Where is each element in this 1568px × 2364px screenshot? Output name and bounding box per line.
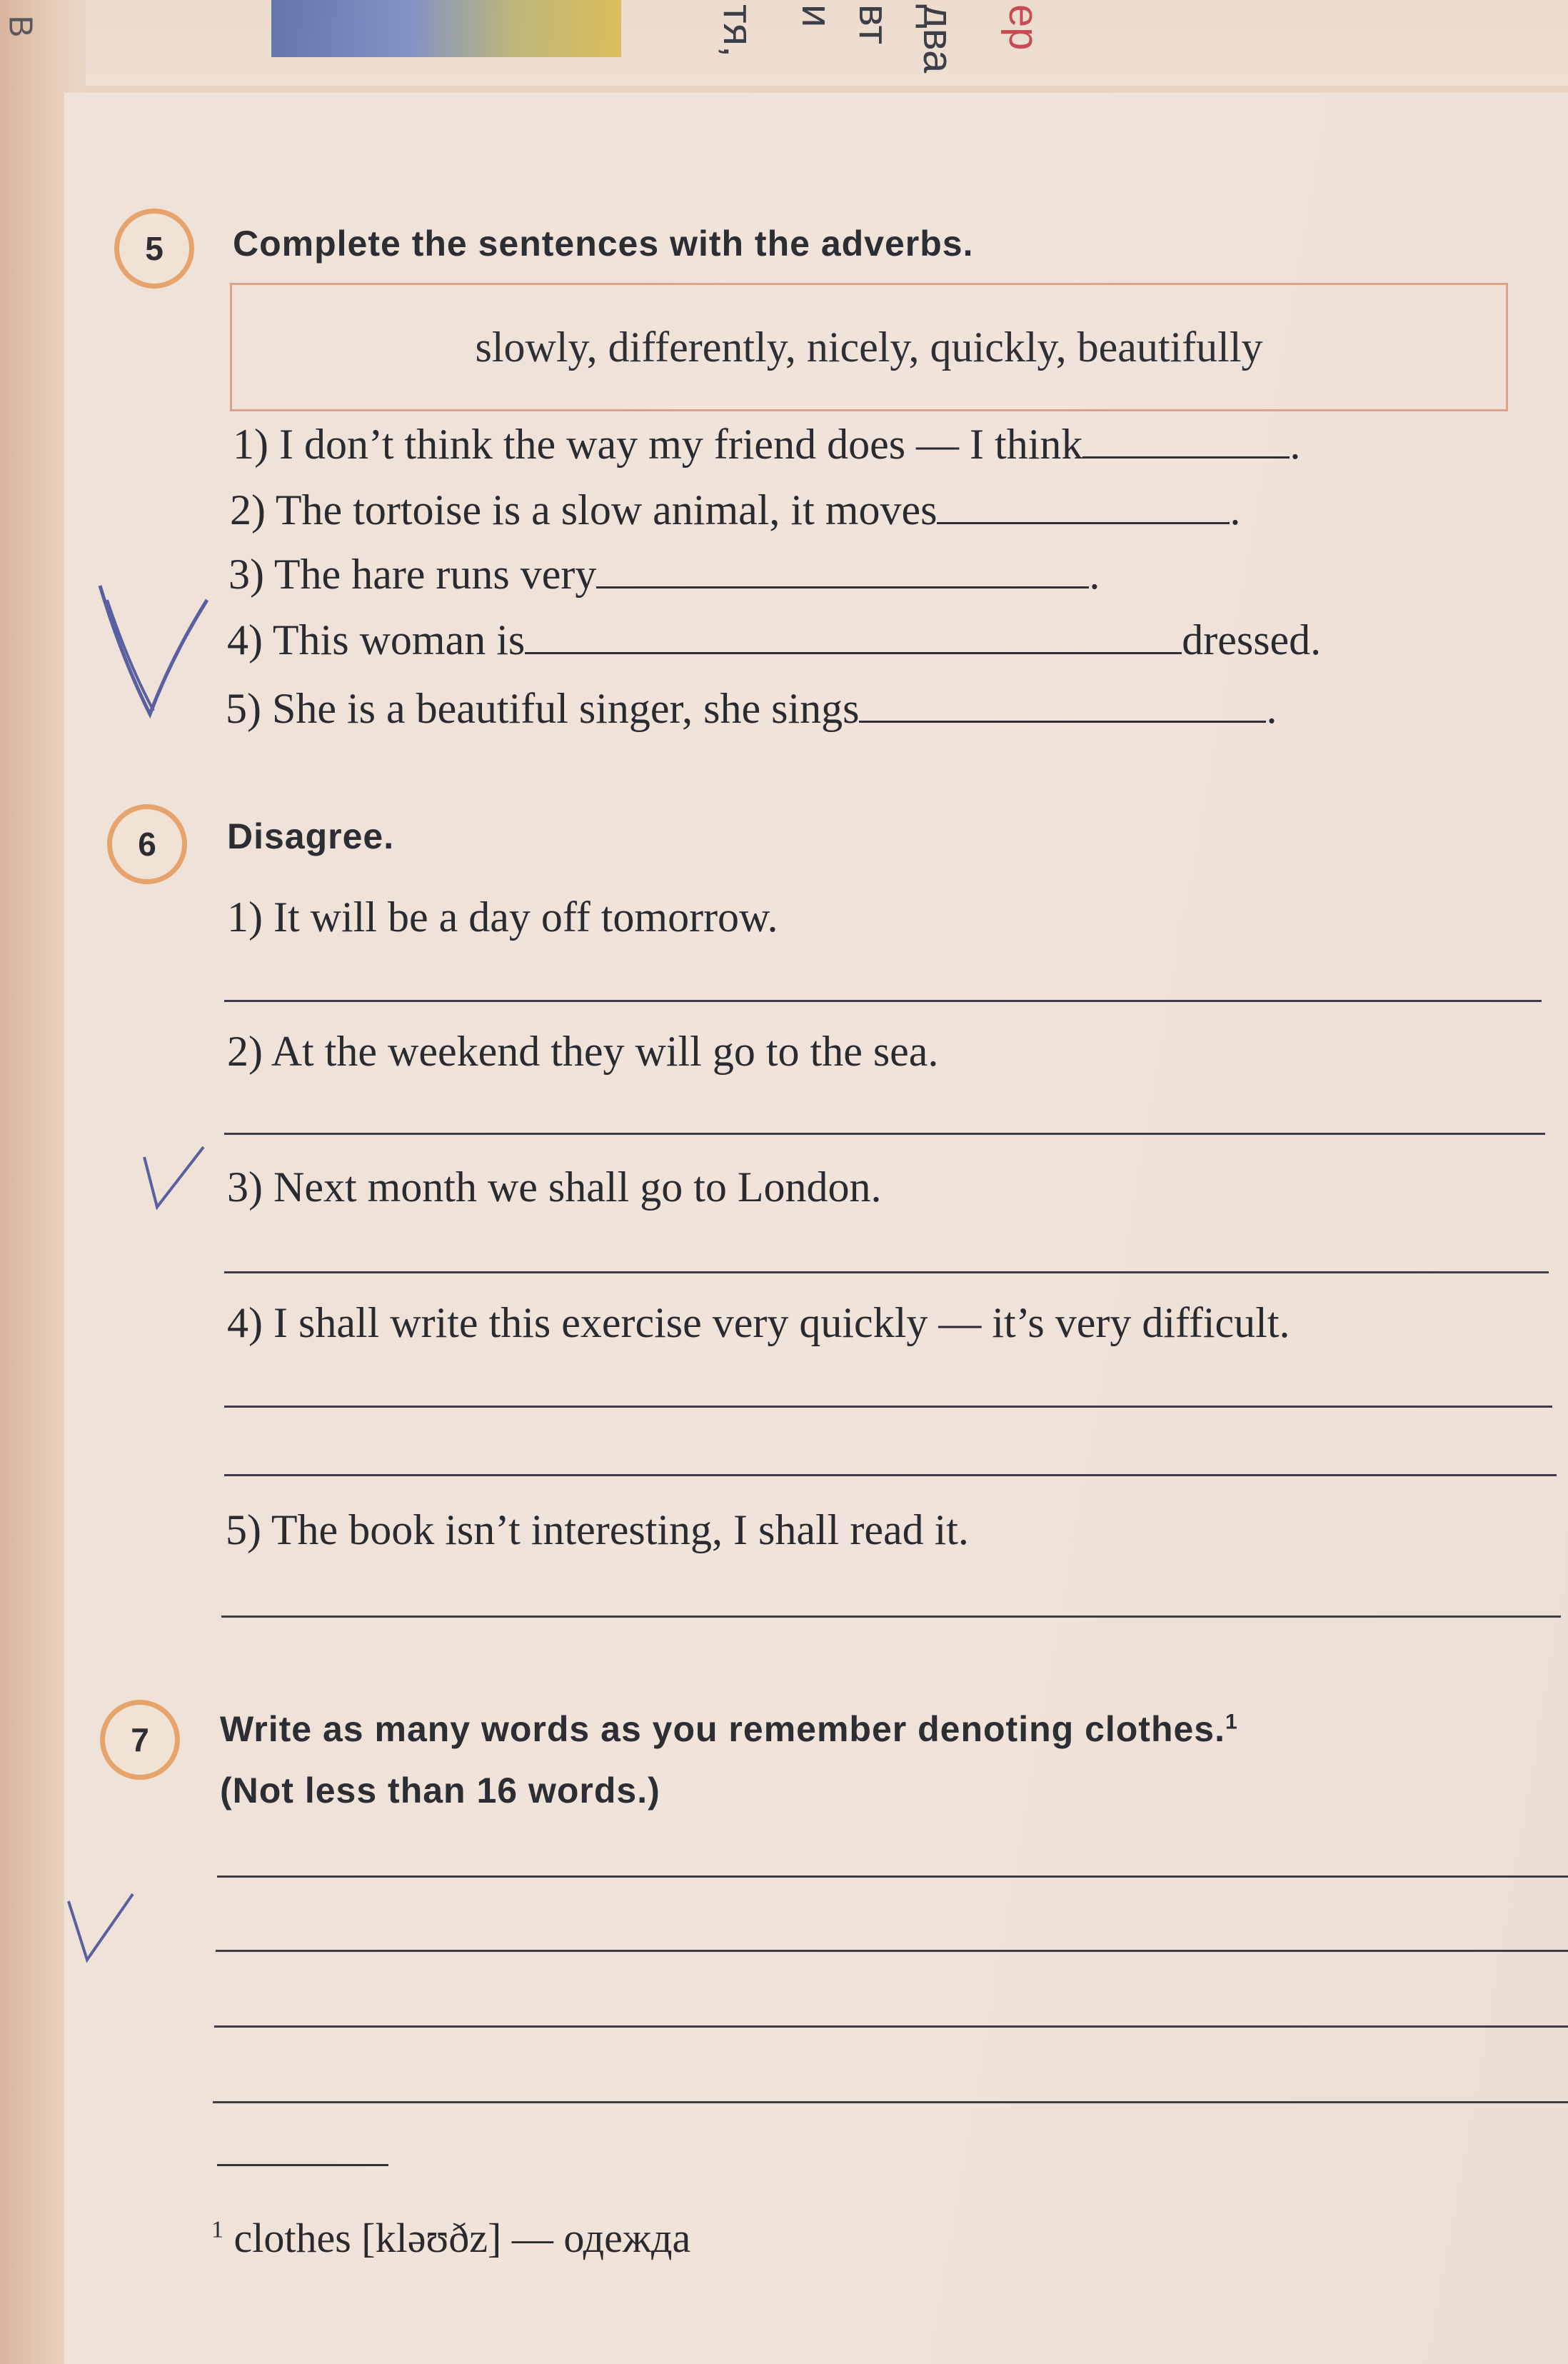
exercise-7-subheading: (Not less than 16 words.) <box>220 1771 660 1810</box>
item-end: dressed. <box>1182 616 1322 663</box>
answer-line[interactable] <box>224 1406 1552 1408</box>
footnote-text: clothes [kləʊðz] — одежда <box>233 2215 691 2261</box>
ex5-item-5 <box>226 684 1277 733</box>
footnote <box>211 2214 690 2262</box>
answer-line[interactable] <box>216 1950 1568 1952</box>
spine-word-4: два <box>915 4 961 74</box>
ex6-item-1 <box>227 893 778 942</box>
spine-word-1: тя, <box>715 4 761 58</box>
answer-blank[interactable] <box>525 651 1182 654</box>
answer-line[interactable] <box>224 1474 1557 1476</box>
item-end: . <box>1290 421 1301 468</box>
ex5-item-2 <box>230 486 1240 535</box>
exercise-7-heading: Write as many words as you remember denoting clothes.$^1$ <box>220 1709 1238 1749</box>
item-text: At the weekend they will go to the sea. <box>271 1028 939 1075</box>
item-text: The hare runs very <box>273 551 597 598</box>
ex6-item-4 <box>227 1298 1290 1348</box>
ex6-item-2 <box>227 1027 938 1076</box>
item-number: 5) <box>226 1506 261 1553</box>
item-number: 4) <box>227 616 263 663</box>
answer-blank[interactable] <box>937 521 1230 524</box>
answer-line[interactable] <box>217 1875 1568 1878</box>
answer-line[interactable] <box>224 1000 1542 1002</box>
item-text: She is a beautiful singer, she sings <box>271 685 860 732</box>
spine-word-5: ер <box>1000 4 1047 51</box>
exercise-5-badge: 5 <box>114 209 194 289</box>
item-number: 3) <box>227 1163 263 1211</box>
item-text: I shall write this exercise very quickly — it’s very difficult. <box>273 1299 1290 1346</box>
exercise-5-heading: Complete the sentences with the adverbs. <box>233 224 974 264</box>
margin-letter: В <box>2 15 40 38</box>
check-mark-icon <box>93 571 214 728</box>
ex6-item-5 <box>226 1506 969 1555</box>
answer-line[interactable] <box>224 1133 1545 1135</box>
item-number: 1) <box>227 893 263 941</box>
spine-word-2: и <box>793 4 840 28</box>
footnote-mark: 1 <box>211 2216 223 2243</box>
answer-line[interactable] <box>221 1616 1561 1618</box>
word-bank-text: slowly, differently, nicely, quickly, beautifully <box>475 323 1263 371</box>
footnote-ref[interactable]: 1 <box>1225 1710 1238 1734</box>
check-mark-icon <box>61 1885 140 1971</box>
item-text: The book isn’t interesting, I shall read it. <box>271 1506 969 1553</box>
ex5-item-3 <box>228 550 1100 599</box>
footnote-separator <box>217 2164 388 2166</box>
answer-line[interactable] <box>214 2025 1568 2028</box>
answer-blank[interactable] <box>596 586 1089 589</box>
ex6-item-3 <box>227 1163 882 1212</box>
item-end: . <box>1230 486 1241 534</box>
spine-word-3: вт <box>850 4 897 45</box>
answer-blank[interactable] <box>1082 456 1290 459</box>
item-number: 1) <box>233 421 268 468</box>
item-end: . <box>1266 685 1277 732</box>
item-text: It will be a day off tomorrow. <box>273 893 778 941</box>
exercise-6-badge: 6 <box>107 804 187 884</box>
previous-page-illustration <box>271 0 621 57</box>
check-mark-icon <box>136 1143 214 1214</box>
item-text: I don’t think the way my friend does — I think <box>278 421 1083 468</box>
ex5-item-1 <box>233 420 1300 469</box>
exercise-6-heading: Disagree. <box>227 816 395 856</box>
item-number: 2) <box>227 1028 263 1075</box>
item-text: The tortoise is a slow animal, it moves <box>275 486 938 534</box>
item-number: 5) <box>226 685 261 732</box>
ex5-item-4 <box>227 616 1321 665</box>
item-number: 4) <box>227 1299 263 1346</box>
item-text: This woman is <box>272 616 526 663</box>
adverb-word-bank <box>230 283 1508 411</box>
exercise-7-badge: 7 <box>100 1700 180 1780</box>
item-text: Next month we shall go to London. <box>273 1163 882 1211</box>
item-number: 3) <box>228 551 264 598</box>
item-end: . <box>1089 551 1100 598</box>
item-number: 2) <box>230 486 266 534</box>
answer-line[interactable] <box>213 2101 1568 2103</box>
answer-blank[interactable] <box>859 720 1266 723</box>
answer-line[interactable] <box>224 1271 1549 1273</box>
